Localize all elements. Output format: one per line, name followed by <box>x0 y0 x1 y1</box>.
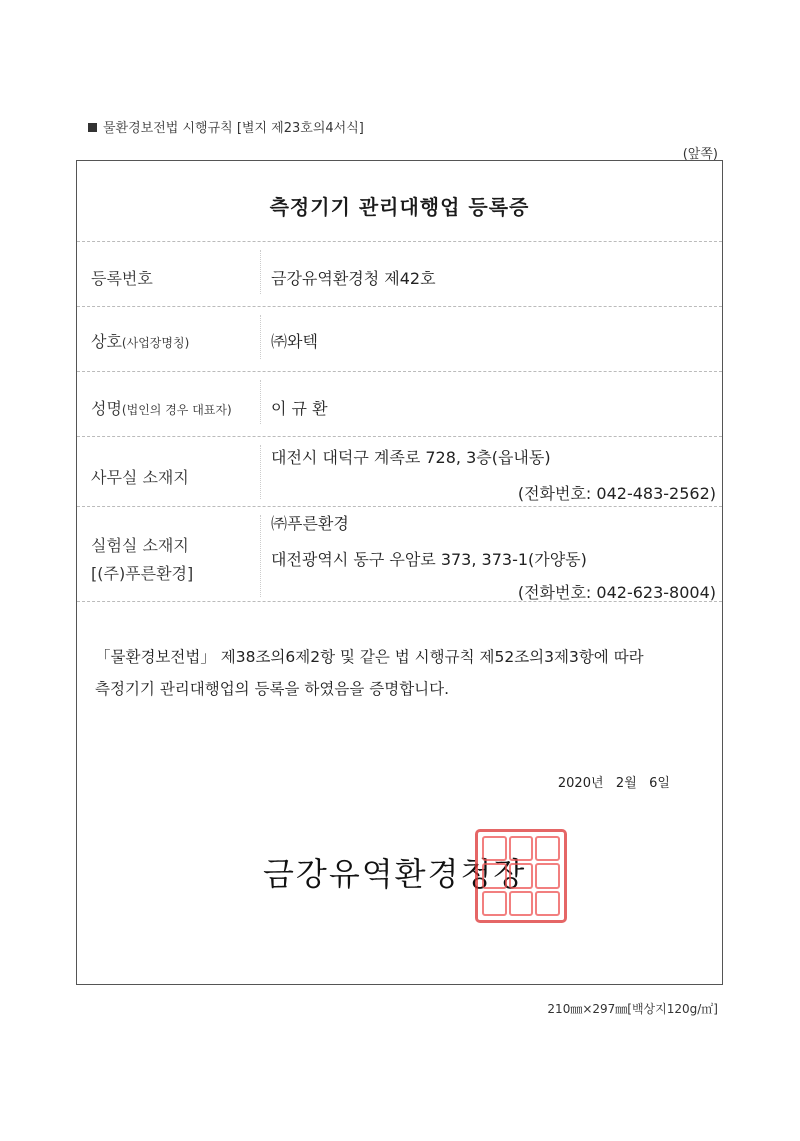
office-location-row <box>77 436 722 507</box>
section-divider <box>77 601 722 602</box>
statement-line-1: 「물환경보전법」 제38조의6제2항 및 같은 법 시행규칙 제52조의3제3항에 따라 <box>95 648 644 666</box>
statement-line-2: 측정기기 관리대행업의 등록을 하였음을 증명합니다. <box>95 680 450 698</box>
row-separator <box>260 445 261 499</box>
office-phone: (전화번호: 042-483-2562) <box>517 484 716 503</box>
issuer-name: 금강유역환경청장 <box>263 855 527 893</box>
row-separator <box>260 380 261 424</box>
official-seal-stamp <box>475 829 567 923</box>
certificate-title: 측정기기 관리대행업 등록증 <box>269 195 530 219</box>
trade-name-row <box>77 306 722 367</box>
registration-number-value: 금강유역환경청 제42호 <box>271 269 436 288</box>
certification-statement <box>95 641 715 705</box>
office-address: 대전시 대덕구 계족로 728, 3층(읍내동) <box>271 448 551 467</box>
form-note-text: 물환경보전법 시행규칙 [별지 제23호의4서식] <box>103 121 364 136</box>
square-bullet-icon <box>88 123 97 132</box>
row-separator <box>260 315 261 359</box>
row-separator <box>260 515 261 597</box>
lab-location-label: 실험실 소재지 <box>91 536 189 555</box>
registration-number-label: 등록번호 <box>91 269 153 288</box>
form-reference-note <box>88 117 364 136</box>
lab-company: ㈜푸른환경 <box>271 514 349 533</box>
lab-location-row <box>77 506 722 602</box>
row-separator <box>260 250 261 294</box>
lab-location-label-company: [(주)푸른환경] <box>91 564 194 583</box>
lab-address: 대전광역시 동구 우암로 373, 373-1(가양동) <box>271 550 587 569</box>
representative-row <box>77 371 722 432</box>
issue-date: 2020년 2월 6일 <box>557 776 670 791</box>
representative-label: 성명(법인의 경우 대표자) <box>91 399 232 418</box>
page-side-label: (앞쪽) <box>682 147 718 162</box>
representative-value: 이 규 환 <box>271 399 328 418</box>
trade-name-value: ㈜와텍 <box>271 332 318 351</box>
certificate-frame <box>76 160 723 985</box>
trade-name-label: 상호(사업장명칭) <box>91 332 190 351</box>
registration-number-row <box>77 241 722 302</box>
office-location-label: 사무실 소재지 <box>91 468 189 487</box>
paper-specification: 210㎜×297㎜[백상지120g/㎡] <box>547 1002 718 1016</box>
lab-phone: (전화번호: 042-623-8004) <box>517 583 716 602</box>
